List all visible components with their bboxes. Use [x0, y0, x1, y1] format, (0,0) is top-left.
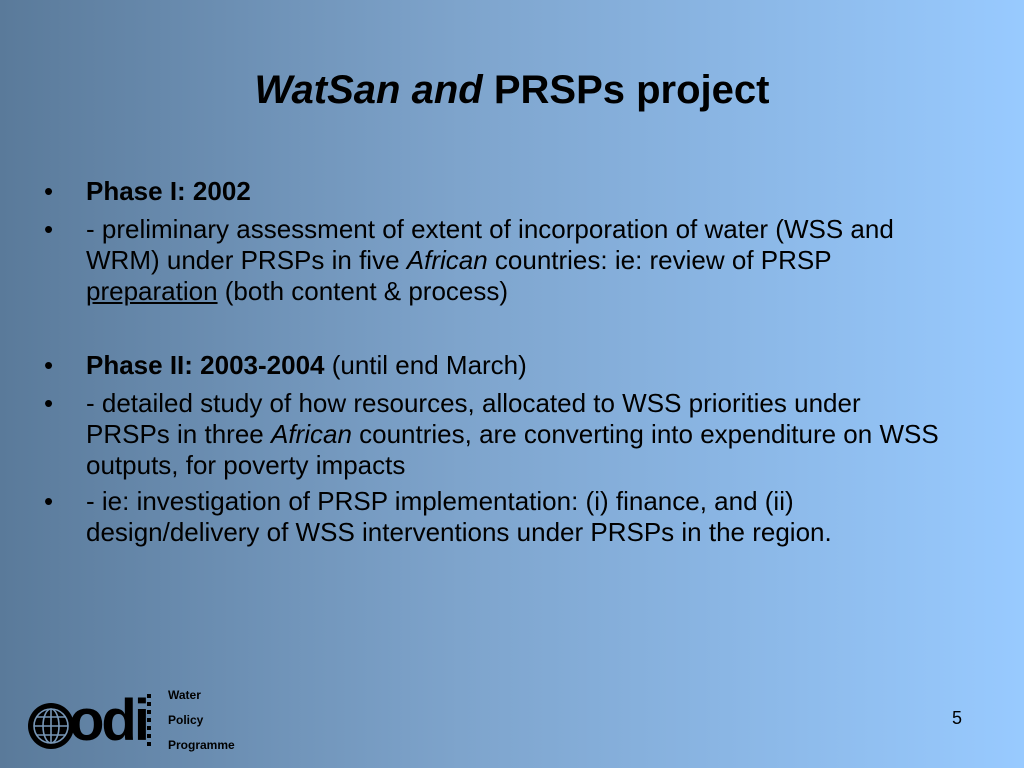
slide-title-italic: WatSan and: [254, 68, 483, 112]
bullet-phase-2-detail: [44, 388, 944, 481]
bullet-marker: •: [44, 486, 54, 516]
bullet-marker: •: [44, 214, 54, 244]
bullet-text: [86, 350, 944, 381]
bullet-text-part: - detailed study of how resources, allocated to WSS priorities under PRSPs in three: [86, 388, 861, 449]
bullet-text: [86, 388, 944, 481]
bullet-text: [86, 176, 944, 207]
slide-title-rest: PRSPs project: [493, 68, 770, 112]
bullet-text: [86, 214, 944, 307]
odi-logo: [26, 688, 266, 758]
logo-wordmark: odi: [69, 688, 147, 753]
bullet-text-underlined: preparation: [86, 276, 218, 306]
bullet-phase-1: [44, 176, 944, 207]
logo-line-water: Water: [168, 688, 201, 702]
bullet-phase-2: [44, 350, 944, 381]
slide-title: [0, 66, 1024, 114]
phase-2-note: (until end March): [324, 350, 527, 380]
phase-2-heading: Phase II: 2003-2004: [86, 350, 325, 380]
bullet-phase-2-implementation: [44, 486, 944, 548]
bullet-text-part: - preliminary assessment of extent of incorporation of water (WSS and WRM) under PRSPs in five: [86, 214, 894, 275]
bullet-marker: •: [44, 388, 54, 418]
bullet-text-italic: African: [406, 245, 488, 275]
logo-divider: [147, 694, 151, 750]
bullet-phase-1-detail: [44, 214, 944, 307]
logo-line-programme: Programme: [168, 738, 235, 752]
phase-1-heading: Phase I: 2002: [86, 176, 251, 206]
bullet-text-part: countries, are converting into expenditure on WSS outputs, for poverty impacts: [86, 419, 939, 480]
bullet-marker: •: [44, 350, 54, 380]
page-number: 5: [951, 708, 962, 728]
bullet-text-italic: African: [270, 419, 352, 449]
bullet-text: - ie: investigation of PRSP implementation: (i) finance, and (ii) design/delivery of WSS interventions under PRSPs in the region.: [86, 486, 832, 547]
bullet-text-part: (both content & process): [217, 276, 509, 306]
bullet-marker: •: [44, 176, 54, 206]
logo-line-policy: Policy: [168, 713, 204, 727]
bullet-text-part: countries: ie: review of PRSP: [487, 245, 832, 275]
